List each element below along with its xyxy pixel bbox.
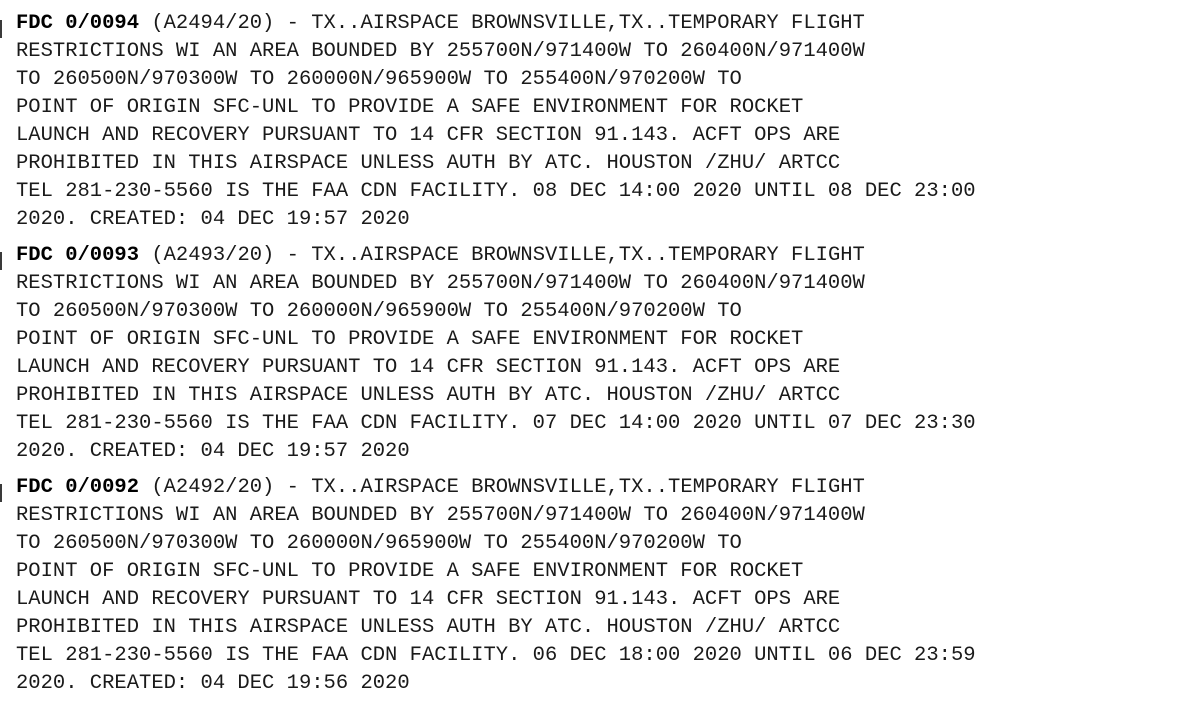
notam-text-line: POINT OF ORIGIN SFC-UNL TO PROVIDE A SAFE ENVIRONMENT FOR ROCKET bbox=[16, 560, 804, 583]
entry-marker bbox=[0, 20, 2, 38]
notam-text-line: TEL 281-230-5560 IS THE FAA CDN FACILITY. 07 DEC 14:00 2020 UNTIL 07 DEC 23:30 bbox=[16, 412, 976, 435]
notam-text-line: LAUNCH AND RECOVERY PURSUANT TO 14 CFR SECTION 91.143. ACFT OPS ARE bbox=[16, 356, 841, 379]
notam-text-line: PROHIBITED IN THIS AIRSPACE UNLESS AUTH BY ATC. HOUSTON /ZHU/ ARTCC bbox=[16, 152, 841, 175]
notam-text-line: RESTRICTIONS WI AN AREA BOUNDED BY 255700N/971400W TO 260400N/971400W bbox=[16, 40, 865, 63]
notam-text-line: 2020. CREATED: 04 DEC 19:56 2020 bbox=[16, 672, 410, 695]
notam-text-line: POINT OF ORIGIN SFC-UNL TO PROVIDE A SAFE ENVIRONMENT FOR ROCKET bbox=[16, 96, 804, 119]
notam-header-text: (A2492/20) - TX..AIRSPACE BROWNSVILLE,TX..TEMPORARY FLIGHT bbox=[139, 476, 865, 499]
entry-marker bbox=[0, 252, 2, 270]
notam-header-line bbox=[16, 242, 1184, 270]
notam-header-line bbox=[16, 474, 1184, 502]
notam-header-line bbox=[16, 10, 1184, 38]
notam-text-line: RESTRICTIONS WI AN AREA BOUNDED BY 255700N/971400W TO 260400N/971400W bbox=[16, 272, 865, 295]
notam-entry bbox=[0, 10, 1184, 242]
notam-text-line: 2020. CREATED: 04 DEC 19:57 2020 bbox=[16, 208, 410, 231]
notam-header-text: (A2493/20) - TX..AIRSPACE BROWNSVILLE,TX..TEMPORARY FLIGHT bbox=[139, 244, 865, 267]
notam-text-line: TEL 281-230-5560 IS THE FAA CDN FACILITY. 08 DEC 14:00 2020 UNTIL 08 DEC 23:00 bbox=[16, 180, 976, 203]
notam-entry bbox=[0, 242, 1184, 474]
notam-list bbox=[0, 10, 1184, 706]
notam-text-line: TO 260500N/970300W TO 260000N/965900W TO 255400N/970200W TO bbox=[16, 532, 742, 555]
notam-header-text: (A2494/20) - TX..AIRSPACE BROWNSVILLE,TX..TEMPORARY FLIGHT bbox=[139, 12, 865, 35]
notam-id: FDC 0/0093 bbox=[16, 244, 140, 267]
notam-text-line: TO 260500N/970300W TO 260000N/965900W TO 255400N/970200W TO bbox=[16, 68, 742, 91]
notam-text-line: TEL 281-230-5560 IS THE FAA CDN FACILITY. 06 DEC 18:00 2020 UNTIL 06 DEC 23:59 bbox=[16, 644, 976, 667]
notam-text-line: LAUNCH AND RECOVERY PURSUANT TO 14 CFR SECTION 91.143. ACFT OPS ARE bbox=[16, 124, 841, 147]
notam-text-line: TO 260500N/970300W TO 260000N/965900W TO 255400N/970200W TO bbox=[16, 300, 742, 323]
notam-entry bbox=[0, 474, 1184, 706]
notam-text-line: 2020. CREATED: 04 DEC 19:57 2020 bbox=[16, 440, 410, 463]
notam-text-line: PROHIBITED IN THIS AIRSPACE UNLESS AUTH BY ATC. HOUSTON /ZHU/ ARTCC bbox=[16, 616, 841, 639]
notam-text-line: RESTRICTIONS WI AN AREA BOUNDED BY 255700N/971400W TO 260400N/971400W bbox=[16, 504, 865, 527]
notam-text-line: POINT OF ORIGIN SFC-UNL TO PROVIDE A SAFE ENVIRONMENT FOR ROCKET bbox=[16, 328, 804, 351]
entry-marker bbox=[0, 484, 2, 502]
notam-id: FDC 0/0092 bbox=[16, 476, 140, 499]
notam-text-line: PROHIBITED IN THIS AIRSPACE UNLESS AUTH BY ATC. HOUSTON /ZHU/ ARTCC bbox=[16, 384, 841, 407]
notam-id: FDC 0/0094 bbox=[16, 12, 140, 35]
notam-text-line: LAUNCH AND RECOVERY PURSUANT TO 14 CFR SECTION 91.143. ACFT OPS ARE bbox=[16, 588, 841, 611]
